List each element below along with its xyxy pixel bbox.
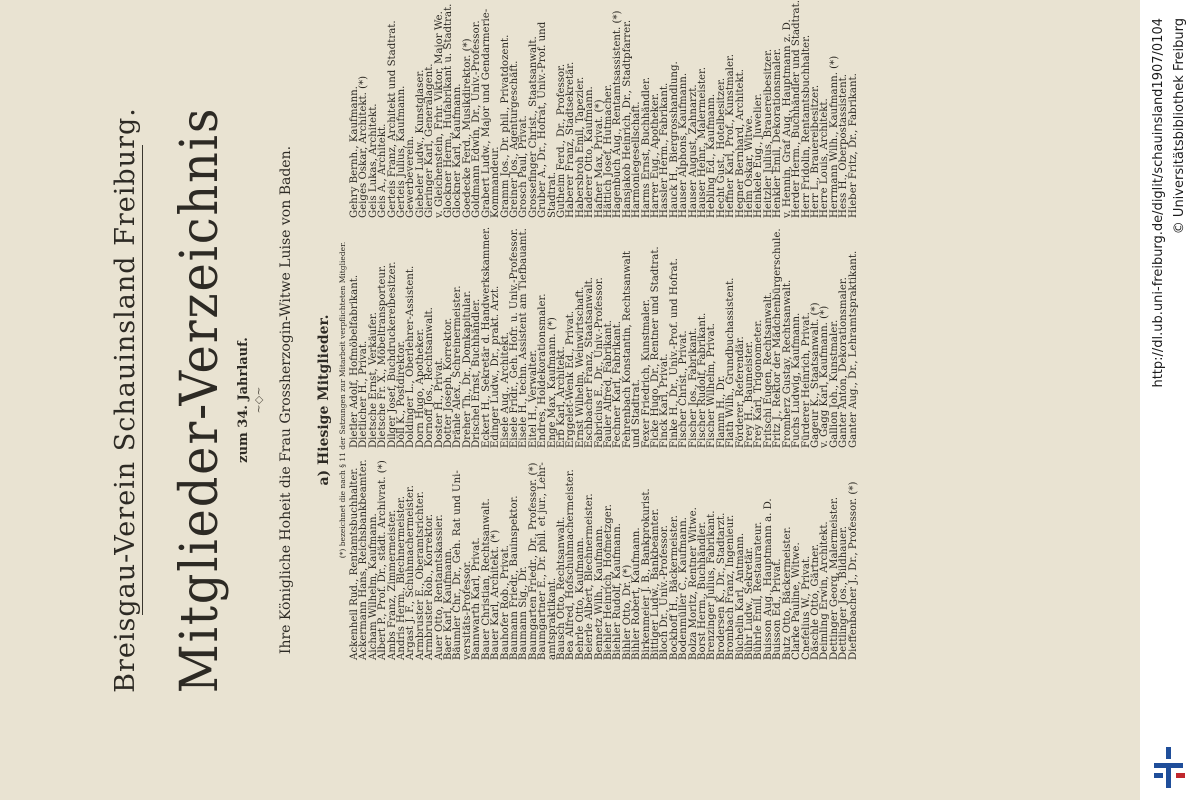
member-entry: Gruber A., Dr., Hofrat, Univ.-Prof. und — [537, 21, 549, 218]
member-entry: Glockner Karl, Kaufmann. — [452, 83, 464, 218]
member-entry: und Stadtrat. — [631, 379, 643, 448]
member-entry: Auer Otto, Rentamtskassier. — [433, 514, 445, 660]
member-entry: Gramm Jos., Dr. phil., Privatdozent. — [499, 34, 511, 218]
member-entry: Andris Herm., Blechnermeister. — [396, 496, 408, 660]
member-entry: Ganter Anton, Dekorationsmaler. — [838, 277, 850, 448]
member-entry: Hauser Heinr., Malermeister. — [697, 66, 709, 218]
member-entry: Bihler Otto, Dr. (*) — [621, 564, 633, 660]
member-column-3 — [350, 0, 858, 218]
member-entry: Frey Karl, Trigonometer. — [753, 319, 765, 448]
member-entry: Bauer Karl, Architekt. (*) — [490, 529, 502, 660]
member-entry: Hebling Ed., Kaufmann. — [706, 93, 718, 218]
member-entry: Haberer Franz, Stadtsekretär. — [565, 61, 577, 218]
member-entry: Baer Karl, Kaufmann. — [443, 547, 455, 660]
member-entry: v. Gagg Karl, Kaufmann. (*) — [819, 305, 831, 448]
member-entry: Dorn Hugo, Apotheker. — [414, 328, 426, 448]
member-entry: Birkenmeier J. B., Bankprokurist. — [640, 488, 652, 660]
member-entry: Bäumler Chr., Dr., Geh. Rat und Uni- — [452, 470, 464, 660]
member-entry: Baumann Friedr., Bauinspektor. — [508, 495, 520, 660]
member-entry: Bennetz Wilh., Kaufmann. — [593, 525, 605, 660]
member-entry: Ackermann Hans, Reichsbankbeamter. — [358, 459, 370, 660]
member-entry: Heffner Karl, Prof., Kunstmaler. — [725, 54, 737, 218]
member-entry: Hauser Alphons, Kaufmann. — [678, 72, 690, 218]
member-entry: Flamm H., Dr. — [715, 375, 727, 448]
member-entry: Hegner Bernhard, Architekt. — [734, 69, 746, 218]
permalink-url[interactable]: http://dl.ub.uni-freiburg.de/diglit/schauinsland1907/0104 — [1151, 18, 1166, 388]
member-entry: Hansjakob Heinrich, Dr., Stadtpfarrer. — [621, 19, 633, 218]
member-entry: Bloch Dr., Univ.-Professor. — [659, 525, 671, 660]
member-entry: v. Hennin, Graf Aug., Hauptmann z. D. — [781, 19, 793, 218]
member-entry: Herre Louis, Architekt. — [819, 98, 831, 218]
member-entry: Heinkele Eug., Juwelier. — [753, 93, 765, 218]
member-entry: Enge Max, Kaufmann. (*) — [546, 317, 558, 448]
member-entry: Bauhofer Rob., Privat. — [499, 545, 511, 660]
member-entry: Eckert H., Sekretär d. Handwerkskammer. — [480, 226, 492, 448]
member-entry: Buisson Ed., Privat. — [772, 558, 784, 660]
member-entry: Gallion Joh., Kunstmaler. — [828, 319, 840, 448]
member-entry: Bihler Robert, Kaufmann. — [631, 527, 643, 660]
member-entry: Stadtrat. — [546, 171, 558, 218]
member-entry: Förderer, Referendär. — [734, 336, 746, 448]
section-heading: a) Hiesige Mitglieder. — [316, 314, 332, 486]
member-entry: Dränle Alex., Schreinermeister. — [452, 285, 464, 448]
member-entry: Fischer Jos., Fabrikant. — [687, 327, 699, 448]
member-entry: Hauck H., Biergrosshandlung. — [668, 61, 680, 218]
member-entry: Heitzler Julius, Brauereibesitzer. — [762, 48, 774, 218]
member-entry: Fehrenbach Konstantin, Rechtsanwalt — [621, 250, 633, 448]
member-entry: Eschbacher Franz, Staatsanwalt. — [584, 277, 596, 448]
member-entry: Baumgarten Friedr., Dr., Professor. (*) — [527, 462, 539, 660]
member-entry: Hess H., Oberpostassistent. — [838, 74, 850, 218]
member-entry: Fechner Karl, Fabrikant. — [612, 320, 624, 448]
member-entry: Frey H., Baumeister. — [744, 341, 756, 448]
footnote-line: (*) bezeichnet die nach § 11 der Satzungen zur Mitarbeit verpflichteten Mitglieder. — [338, 241, 347, 559]
member-entry: Hieber Fritz, Dr., Fabrikant. — [847, 73, 859, 218]
member-entry: Fauler Alfred, Fabrikant. — [602, 320, 614, 448]
member-entry: Biehler Heinrich, Hofmetzger. — [602, 504, 614, 660]
member-entry: Cnefelius W., Privat. — [800, 555, 812, 660]
member-entry: Geis Lukas, Architekt. — [367, 103, 379, 218]
member-entry: versitäts-Professor. — [461, 560, 473, 660]
member-entry: Hättich Josef, Hutmacher. — [602, 84, 614, 218]
member-entry: Armbruster Rob., Korrektor. — [424, 514, 436, 660]
member-entry: Herr L., Brauereibesitzer. — [809, 84, 821, 218]
member-entry: Dotter Joseph, Korrektor. — [443, 317, 455, 448]
member-entry: Ambs Franz, Zimmermeister. — [386, 509, 398, 660]
member-entry: Gerteis Julius, Kaufmann. — [396, 85, 408, 218]
member-entry: Däschle Otto, Gärtner. — [809, 543, 821, 660]
member-entry: Drischel Ernst, Buchhändler. — [471, 298, 483, 448]
member-entry: Baumann Sig., Dr. — [518, 566, 530, 660]
member-entry: Fischer Wilhelm, Privat. — [706, 323, 718, 448]
member-entry: Dilger Josef, Buchdruckereibesitzer. — [386, 261, 398, 448]
member-entry: Buisson Aug., Hauptmann a. D. — [762, 498, 774, 660]
society-name: Breisgau-Verein Schauinsland Freiburg. — [110, 107, 141, 693]
member-entry: Dreher Th., Dr., Domkapitular. — [461, 290, 473, 448]
member-entry: Gehry Bernh., Kaufmann. — [349, 86, 360, 218]
member-entry: Fabricius E., Dr., Univ.-Professor. — [593, 277, 605, 448]
member-entry: Doster H., Privat. — [433, 357, 445, 448]
member-entry: Herder Herm., Buchhändler und Stadtrat. — [791, 0, 803, 218]
member-entry: Erggelet-Wenk Ed., Privat. — [565, 310, 577, 448]
member-entry: Beierle Albert, Blechnermeister. — [584, 493, 596, 660]
member-entry: Giebeler Ludw., Kunstglaser. — [414, 69, 426, 218]
member-entry: Dietsche Fr. X., Möbeltransporteur. — [377, 265, 389, 448]
patron-line: Ihre Königliche Hoheit die Frau Grossherzogin-Witwe Luise von Baden. — [278, 145, 294, 655]
member-entry: Hafner Max, Privat. (*) — [593, 99, 605, 218]
member-entry: Goldmann Edwin, Dr., Univ.-Professor. — [471, 20, 483, 218]
member-entry: Dietsche Ernst, Verkäufer. — [367, 312, 379, 448]
member-entry: Glockner Herm., Hufabrikant u. Stadtrat. — [443, 3, 455, 218]
member-entry: v. Gleichenstein, Frhr. Viktor, Major We. — [433, 11, 445, 218]
member-entry: Endres, Holdekorationsmaler. — [537, 293, 549, 448]
member-entry: Bühr Ludw., Sekretär. — [744, 546, 756, 660]
member-entry: Hassler Herm., Fabrikant. — [659, 82, 671, 218]
member-entry: Ficke Hugo, Dr., Rentner und Stadtrat. — [650, 246, 661, 448]
member-entry: Grosch Paul, Privat. — [518, 115, 530, 218]
member-entry: Dettinger Georg, Malermeister. — [828, 497, 840, 660]
header-rule — [142, 145, 143, 615]
member-entry: Fromherz Gustav, Rechtsanwalt. — [781, 279, 793, 448]
member-entry: Harms Ernst, Buchhändler. — [640, 77, 652, 218]
member-entry: Gerteis Franz, Architekt und Stadtrat. — [386, 20, 398, 218]
member-entry: Hecht Gust., Hotelbesitzer. — [715, 77, 727, 218]
member-entry: Dieffenbacher J., Dr., Professor. (*) — [847, 481, 859, 660]
member-entry: Greiner Jos., Agenturgeschäft. — [508, 60, 520, 218]
member-entry: Baumgartner E., Dr. phil. et jur., Lehr- — [537, 462, 549, 660]
member-entry: Eisele Aug., Architekt. — [499, 331, 511, 448]
member-entry: Bodenmüller C., Kaufmann. — [678, 517, 690, 660]
member-entry: Dettlinger Jos., Bildhauer. — [838, 525, 850, 660]
member-entry: Brodersen K., Dr., Stadtarzt. — [715, 512, 727, 660]
member-entry: Ganter Aug., Dr., Lehramtspraktikant. — [847, 250, 859, 448]
member-entry: Ackenheil Rud., Rentamtsbuchhalter. — [349, 467, 360, 660]
member-entry: Herrmann Wilh., Kaufmann. (*) — [828, 55, 840, 218]
member-entry: Goedecke Ferd., Musikdirektor. (*) — [461, 38, 473, 218]
member-entry: Herr Fridolin, Rentamtsbuchhalter. — [800, 34, 812, 218]
member-entry: Gewerbeverein. — [405, 135, 417, 218]
member-entry: Armbruster E., Oberamtsrichter. — [414, 491, 426, 660]
member-entry: Borst Herm., Buchhändler. — [697, 521, 709, 660]
member-entry: Fischer Rudolf, Fabrikant. — [697, 312, 709, 448]
member-entry: Bockhoff H., Bäckermeister. — [668, 515, 680, 660]
member-entry: Eisele Fridr., Geh. Hofr. u. Univ.-Professor. — [508, 228, 520, 448]
member-entry: Hauser August, Zahnarzt. — [687, 84, 699, 218]
ornament: ~◇~ — [252, 386, 265, 414]
member-entry: Geis A., Architekt. — [377, 123, 389, 218]
member-entry: Harmoniegesellschaft. — [631, 101, 643, 218]
member-entry: Gutheim Ferd., Dr., Professor. — [555, 63, 567, 218]
member-entry: Brenzinger Julius, Fabrikant. — [706, 510, 718, 660]
member-entry: Eitel H., Verwalter. — [527, 349, 539, 448]
member-entry: Biehler Rudolf, Kaufmann. — [612, 523, 624, 660]
member-entry: Argast J. F., Schuhmachermeister. — [405, 485, 417, 660]
member-entry: amtspraktikant. — [546, 577, 558, 660]
member-entry: Brombach Franz, Ingenieur. — [725, 514, 737, 660]
member-entry: Dornoff Jos., Rechtsanwalt. — [424, 307, 436, 448]
member-entry: Edinger Ludw., Dr., prakt. Arzt. — [490, 285, 502, 448]
member-entry: Gieringer Karl, Generalagent. — [424, 63, 436, 218]
member-entry: Haderer Otto, Kaufmann. — [584, 86, 596, 218]
sidebar-text-area — [1146, 18, 1192, 798]
copyright-notice: © Universitätsbibliothek Freiburg — [1172, 18, 1187, 235]
member-entry: Finke H., Dr., Univ.-Prof. und Hofrat. — [668, 258, 680, 448]
member-entry: Flath Wilh., Grundbuchassistent. — [725, 277, 737, 448]
member-entry: Bauer Christian, Rechtsanwalt. — [480, 498, 492, 660]
member-entry: Doldinger L., Oberlehrer-Assistent. — [405, 265, 417, 448]
member-entry: Habersbroh Emil, Tapezier. — [574, 76, 586, 218]
member-entry: Albert P., Prof. Dr., städt. Archivrat. (*) — [377, 460, 389, 660]
member-entry: Butz Otto, Bäckermeister. — [781, 526, 793, 660]
member-entry: Fritschi Eugen, Rechtsanwalt. — [762, 291, 774, 448]
member-entry: Eisele H., techn. Assistent am Tiefbauamt. — [518, 228, 530, 448]
member-entry: Geiges Oskar, Architekt. (*) — [358, 75, 370, 218]
member-entry: Clarke Pauline, Witwe. — [791, 542, 803, 660]
member-entry: Harrer Eug., Apotheker. — [650, 93, 661, 218]
member-entry: Fuchs Ludwig, Kaufmann. — [791, 312, 803, 448]
member-entry: Büchelin Karl, Antmann. — [734, 532, 746, 660]
member-entry: Dietler Adolf, Hofmöbelfabrikant. — [349, 274, 360, 448]
member-entry: Fritz J., Rektor der Mädchenbürgerschule. — [772, 228, 784, 448]
member-entry: Fürderer Heinrich, Privat. — [800, 312, 812, 448]
member-entry: Bannwarth Karl, Privat. — [471, 537, 483, 660]
library-logo-icon[interactable] — [1146, 745, 1190, 790]
member-entry: Deimling Erwin, Architekt. — [819, 521, 831, 660]
member-entry: Fischer Christ., Privat. — [678, 330, 690, 448]
member-column-2 — [350, 218, 858, 448]
member-entry: Bittiger Ludw., Bankbeamter. — [650, 508, 661, 660]
member-entry: Gageur K., Staatsanwalt. (*) — [809, 302, 821, 448]
member-entry: Bührle Emil, Restaurateur. — [753, 521, 765, 660]
member-entry: Kommandeur. — [490, 146, 502, 218]
member-entry: Erb Karl, Architekt. — [555, 346, 567, 448]
member-entry: Bausch Otto, Rechtsanwalt. — [555, 516, 567, 660]
member-entry: Behrle Otto, Kaufmann. — [574, 537, 586, 660]
member-entry: Henkler Emil, Dekorationsmaler. — [772, 48, 784, 218]
member-entry: Ernst Wilhelm, Weinwirtschaft. — [574, 286, 586, 448]
member-entry: Bolza Moritz, Rentner Witwe. — [687, 507, 699, 660]
member-column-1 — [350, 448, 858, 660]
member-entry: Fexer Friedrich, Kunstmaler. — [640, 299, 652, 448]
member-entry: Döll K., Postdirektor. — [396, 340, 408, 448]
member-entry: Bea Alfred, Hofschuhmachermeister. — [565, 469, 577, 660]
member-entry: Heim Oskar, Witwe. — [744, 115, 756, 218]
member-entry: Dietlicher H., Privat. — [358, 340, 370, 448]
member-entry: Grabert Ludw., Major und Gendarmerie- — [480, 8, 492, 218]
member-entry: Aicham Wilhelm, Kaufmann. — [367, 513, 379, 660]
member-entry: Hagenbuch Aug., Rentamtsassistent. (*) — [612, 10, 624, 218]
member-entry: Grossefinger Christ., Staatsanwalt. — [527, 36, 539, 218]
year-subtitle: zum 34. Jahrlauf. — [236, 337, 251, 463]
member-entry: Finck Karl, Privat. — [659, 353, 671, 448]
document-title: Mitglieder-Verzeichnis — [170, 106, 230, 694]
